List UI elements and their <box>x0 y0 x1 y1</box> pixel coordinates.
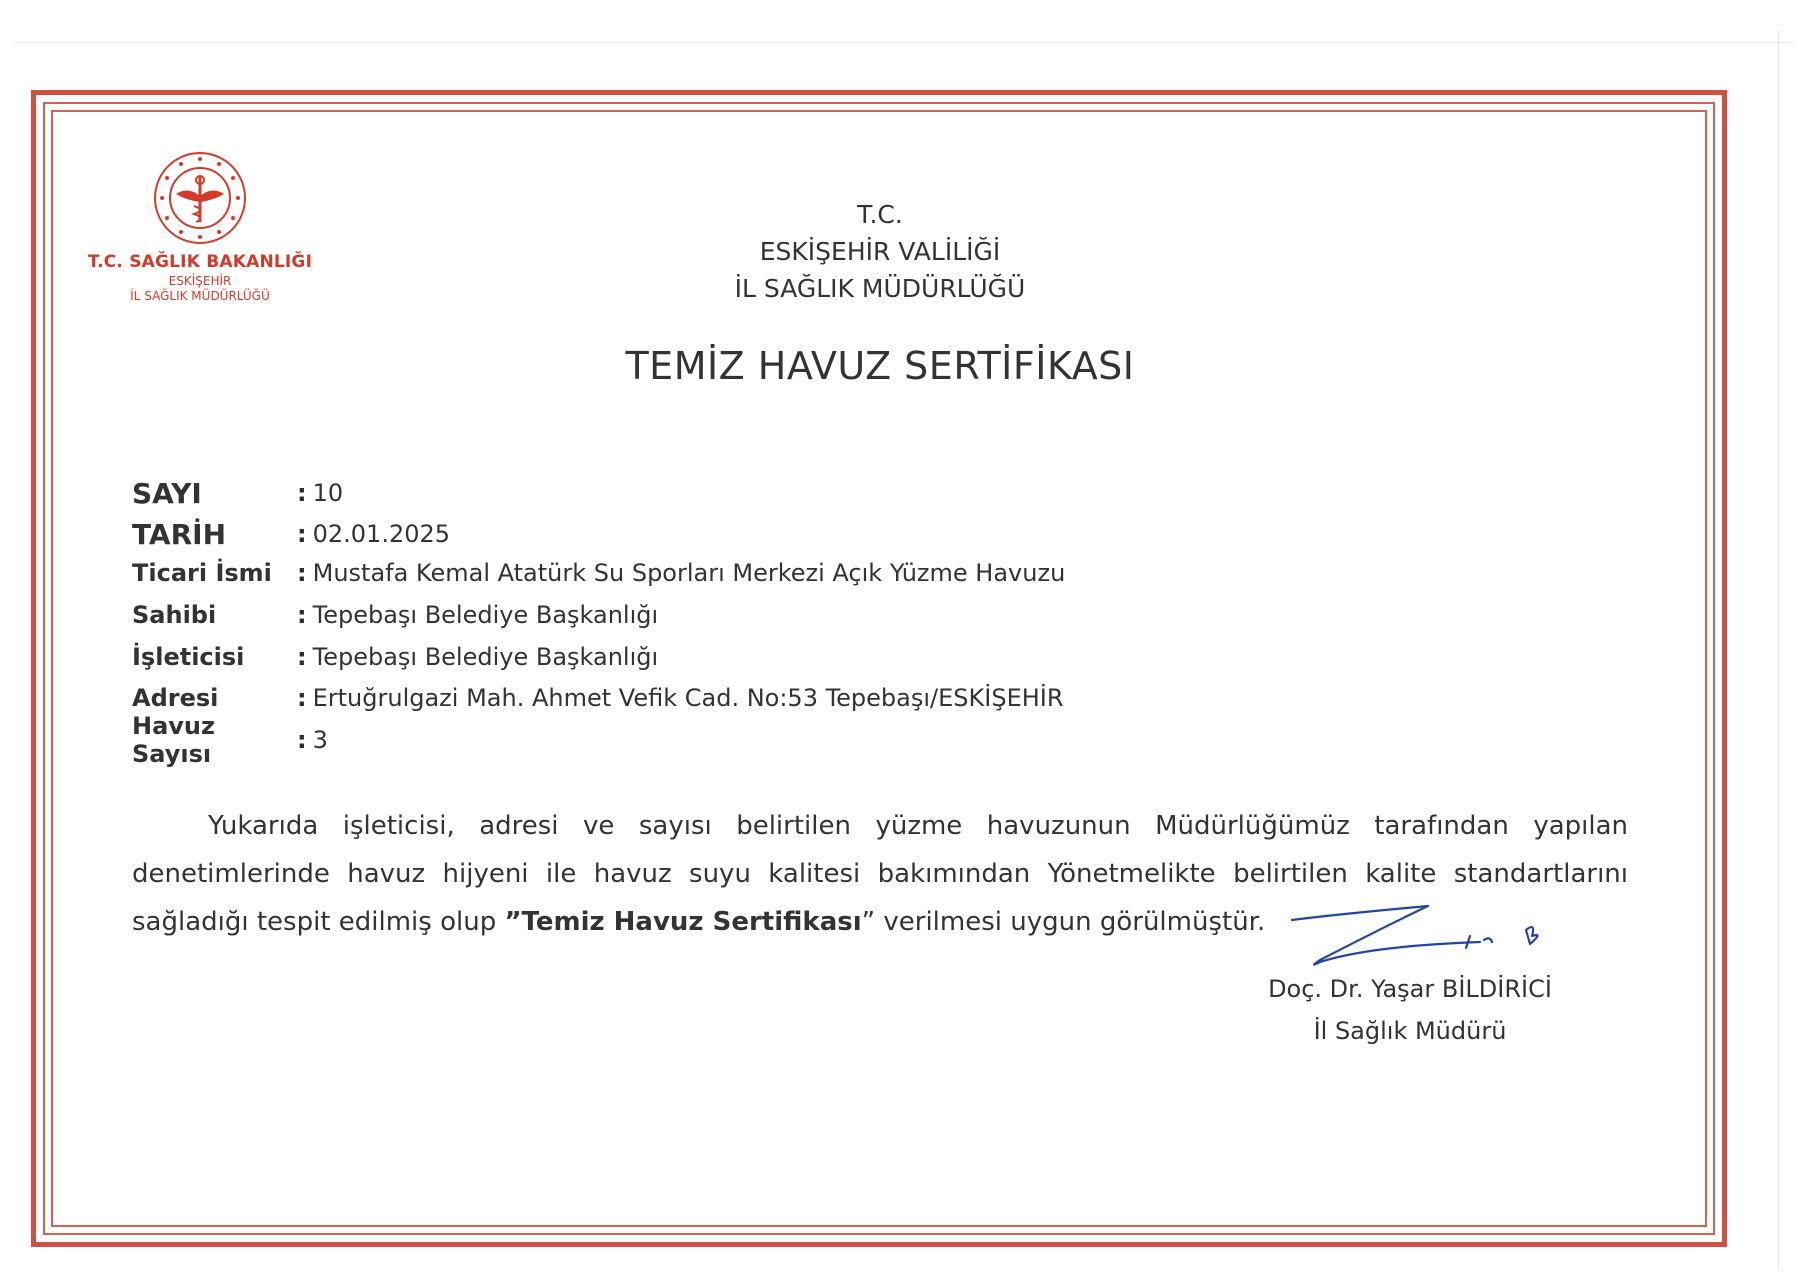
field-colon: : <box>297 643 307 671</box>
field-row-isleticisi <box>132 640 658 674</box>
signer-position: İl Sağlık Müdürü <box>1313 1017 1507 1045</box>
field-label: Ticari İsmi <box>132 559 272 587</box>
statement-text-end: ” verilmesi uygun görülmüştür. <box>861 907 1266 937</box>
field-label: TARİH <box>132 517 227 551</box>
certificate-title: TEMİZ HAVUZ SERTİFİKASI <box>625 344 1135 388</box>
field-value: 10 <box>312 479 344 507</box>
field-value: Ertuğrulgazi Mah. Ahmet Vefik Cad. No:53 Tepebaşı/ESKİŞEHİR <box>312 684 1064 712</box>
logo-directorate: İL SAĞLIK MÜDÜRLÜĞÜ <box>130 289 270 303</box>
field-label: SAYI <box>132 476 202 510</box>
field-colon: : <box>297 559 307 587</box>
ministry-logo <box>84 150 316 325</box>
field-label: Havuz Sayısı <box>132 712 215 768</box>
field-value: Mustafa Kemal Atatürk Su Sporları Merkezi Açık Yüzme Havuzu <box>312 559 1066 587</box>
field-label: İşleticisi <box>132 643 245 671</box>
ministry-emblem-icon <box>152 150 248 246</box>
page-edge <box>14 42 1794 43</box>
field-row-ticari-ismi <box>132 556 1065 590</box>
statement-text: Yukarıda işleticisi, adresi ve sayısı belirtilen yüzme havuzunun Müdürlüğümüz tarafından yapılan denetimlerinde havuz hijyeni ile havuz suyu kalitesi bakımından Yönetmelikte belirtilen kalite standartlarını sağladığı tespit edilmiş olup <box>132 811 1628 937</box>
header-line-directorate: İL SAĞLIK MÜDÜRLÜĞÜ <box>734 274 1026 303</box>
field-colon: : <box>297 726 307 754</box>
field-label: Sahibi <box>132 601 217 629</box>
field-value: Tepebaşı Belediye Başkanlığı <box>312 601 659 629</box>
issuer-header <box>620 196 1140 307</box>
field-row-sayi <box>132 476 343 510</box>
field-colon: : <box>297 601 307 629</box>
header-line-tc: T.C. <box>857 200 903 229</box>
field-value: 3 <box>312 726 328 754</box>
field-value: Tepebaşı Belediye Başkanlığı <box>312 643 659 671</box>
header-line-governorship: ESKİŞEHİR VALİLİĞİ <box>759 237 1001 266</box>
field-row-havuz-sayisi <box>132 712 328 768</box>
logo-ministry-name: T.C. SAĞLIK BAKANLIĞI <box>87 252 313 272</box>
field-label: Adresi <box>132 684 219 712</box>
field-row-adresi <box>132 681 1064 715</box>
field-colon: : <box>297 684 307 712</box>
field-row-sahibi <box>132 598 658 632</box>
page-edge-right <box>1778 30 1779 1270</box>
signer-block <box>1240 968 1580 1052</box>
field-row-tarih <box>132 517 450 551</box>
statement-certificate-name: ”Temiz Havuz Sertifikası <box>504 907 862 937</box>
signer-name: Doç. Dr. Yaşar BİLDİRİCİ <box>1268 975 1552 1003</box>
field-colon: : <box>297 520 307 548</box>
field-value: 02.01.2025 <box>312 520 451 548</box>
field-colon: : <box>297 479 307 507</box>
handwritten-signature <box>1280 896 1560 976</box>
logo-city: ESKİŞEHİR <box>168 274 232 288</box>
